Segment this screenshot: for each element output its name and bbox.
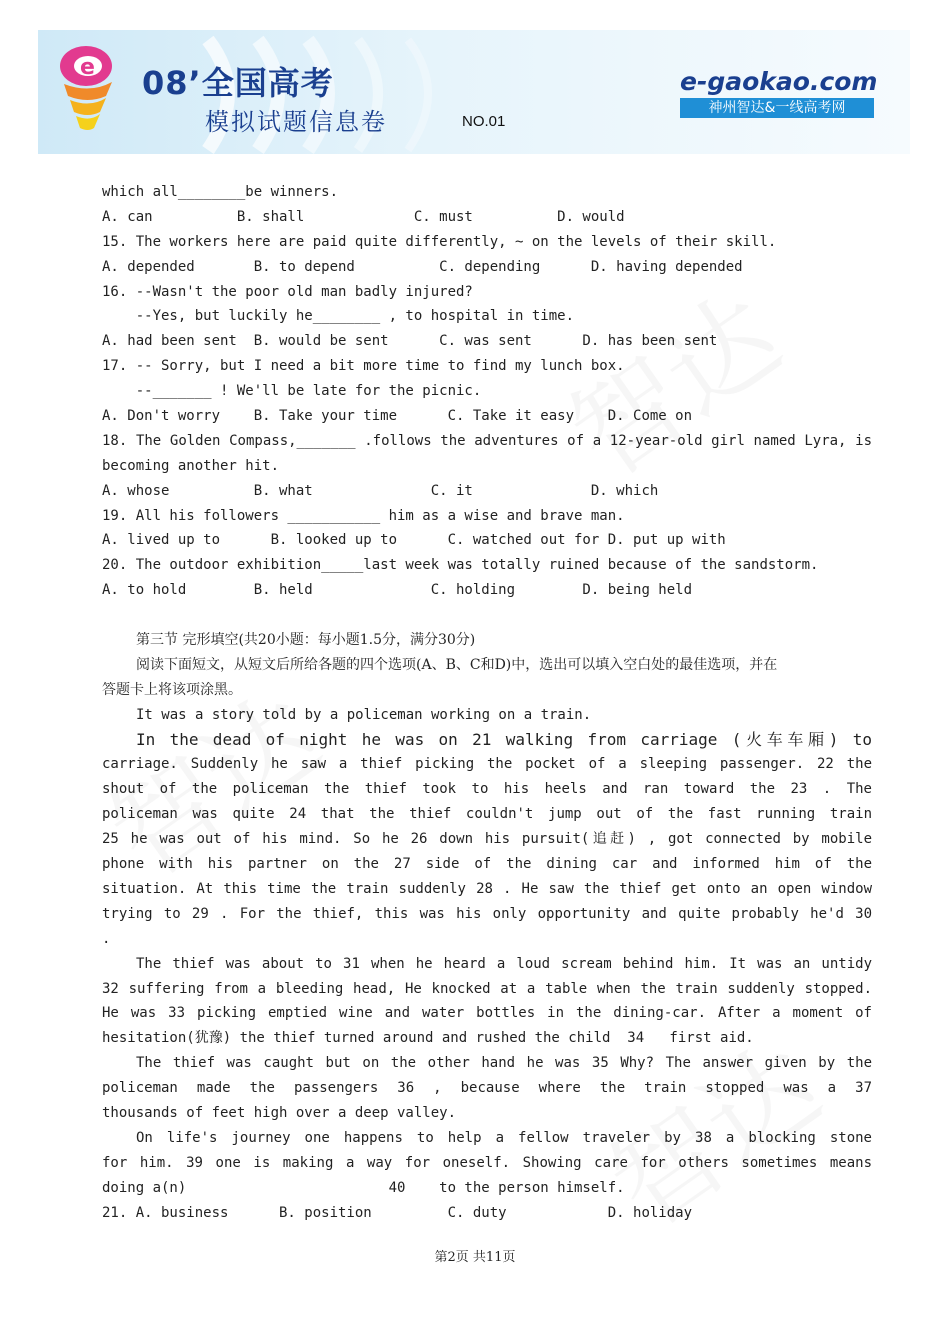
- text-line: becoming another hit.: [102, 457, 280, 474]
- text-line: He was 33 picking emptied wine and water bottles in the dining-car. After a moment of: [102, 1005, 872, 1022]
- text-line: The thief was about to 31 when he heard a loud scream behind him. It was an untidy: [136, 955, 872, 972]
- text-line: trying to 29 . For the thief, this was his only opportunity and quite probably he'd 30: [102, 905, 872, 922]
- text-line: phone with his partner on the 27 side of the dining car and informed him of the: [102, 856, 872, 873]
- text-line: 20. The outdoor exhibition_____last week was totally ruined because of the sandstorm.: [102, 557, 819, 574]
- svg-text:e: e: [80, 55, 95, 80]
- text-line: thousands of feet high over a deep valley.: [102, 1104, 457, 1121]
- text-line: A. can B. shall C. must D. would: [102, 208, 625, 225]
- text-line: A. Don't worry B. Take your time C. Take it easy D. Come on: [102, 408, 693, 425]
- text-line: A. whose B. what C. it D. which: [102, 482, 659, 499]
- banner-subtitle: 模拟试题信息卷: [205, 108, 387, 136]
- text-line: A. had been sent B. would be sent C. was sent D. has been sent: [102, 333, 718, 350]
- text-line: 21. A. business B. position C. duty D. holiday: [102, 1204, 693, 1221]
- text-line: The thief was caught but on the other hand he was 35 Why? The answer given by the: [136, 1055, 872, 1072]
- text-line: .: [102, 930, 111, 947]
- text-line: 第三节 完形填空(共20小题：每小题1.5分，满分30分): [136, 632, 476, 649]
- text-line: 阅读下面短文，从短文后所给各题的四个选项(A、B、C和D)中，选出可以填入空白处的最佳选项，并在: [136, 656, 778, 673]
- text-line: 32 suffering from a bleeding head, He knocked at a table when the train suddenly stopped.: [102, 980, 872, 997]
- text-line: policeman was quite 24 that the thief couldn't jump out of the fast running train: [102, 806, 872, 823]
- text-line: In the dead of night he was on 21 walking from carriage (火车车厢) to: [136, 729, 872, 749]
- text-line: A. lived up to B. looked up to C. watched out for D. put up with: [102, 532, 726, 549]
- text-line: [102, 603, 872, 628]
- text-line: for him. 39 one is making a way for oneself. Showing care for others sometimes means: [102, 1154, 872, 1171]
- text-line: hesitation(犹豫) the thief turned around and rushed the child 34 first aid.: [102, 1030, 754, 1047]
- text-line: situation. At this time the train suddenly 28 . He saw the thief get onto an open window: [102, 880, 872, 897]
- text-line: which all________be winners.: [102, 184, 339, 200]
- text-line: 18. The Golden Compass,_______ .follows the adventures of a 12-year-old girl named Lyra, is: [102, 432, 872, 449]
- text-line: It was a story told by a policeman working on a train.: [136, 706, 592, 723]
- text-line: --Yes, but luckily he________ , to hospital in time.: [102, 308, 575, 325]
- text-line: doing a(n) 40 to the person himself.: [102, 1179, 625, 1196]
- text-line: policeman made the passengers 36 , because where the train stopped was a 37: [102, 1080, 872, 1097]
- issue-number: NO.01: [462, 113, 506, 130]
- text-line: 15. The workers here are paid quite differently, ~ on the levels of their skill.: [102, 233, 777, 250]
- text-line: 17. -- Sorry, but I need a bit more time to find my lunch box.: [102, 358, 625, 375]
- site-name: e-gaokao.com: [680, 67, 878, 96]
- text-line: On life's journey one happens to help a fellow traveler by 38 a blocking stone: [136, 1129, 872, 1146]
- site-subtitle: 神州智达&一线高考网: [680, 98, 874, 118]
- document-body: [102, 180, 872, 1225]
- text-line: A. to hold B. held C. holding D. being held: [102, 582, 693, 599]
- text-line: 25 he was out of his mind. So he 26 down his pursuit(追赶) , got connected by mobile: [102, 831, 872, 848]
- text-line: 16. --Wasn't the poor old man badly injured?: [102, 283, 473, 300]
- banner-title: 08’全国高考: [142, 64, 334, 102]
- page-footer: 第2页 共11页: [434, 1250, 516, 1265]
- e-logo-icon: [50, 38, 130, 148]
- text-line: 答题卡上将该项涂黑。: [102, 681, 242, 698]
- text-line: 19. All his followers ___________ him as a wise and brave man.: [102, 507, 625, 524]
- text-line: carriage. Suddenly he saw a thief picking the pocket of a sleeping passenger. 22 the: [102, 756, 872, 773]
- text-line: --_______ ! We'll be late for the picnic.: [102, 383, 482, 400]
- text-line: shout of the policeman the thief took to his heels and ran toward the 23 . The: [102, 781, 872, 798]
- text-line: A. depended B. to depend C. depending D. having depended: [102, 258, 743, 275]
